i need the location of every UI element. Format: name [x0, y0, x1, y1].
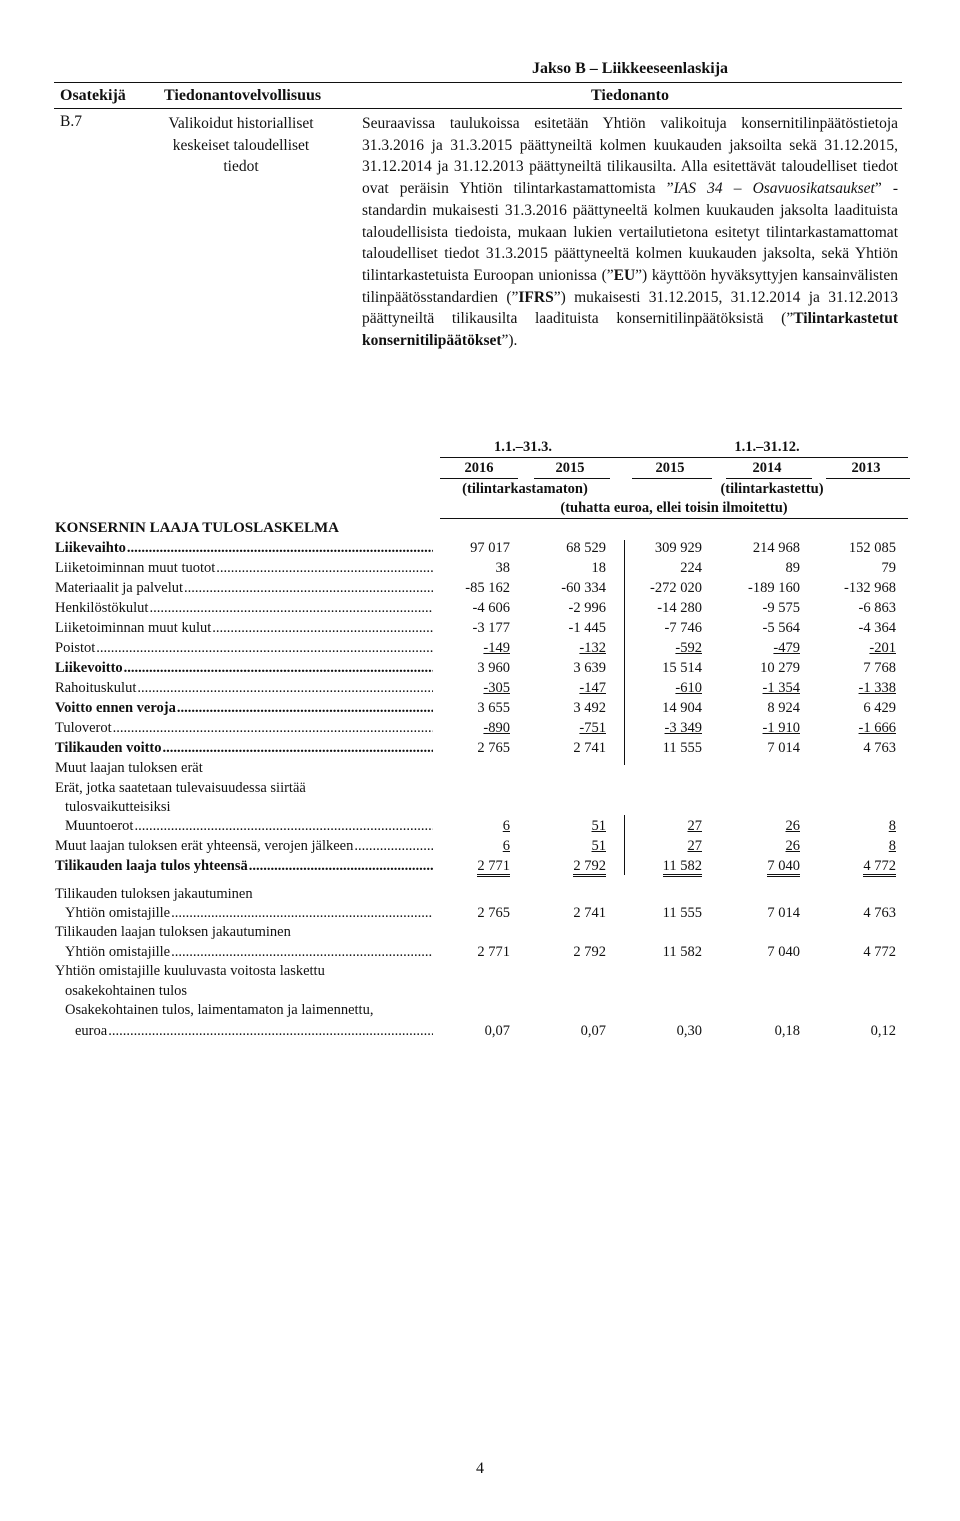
table-row — [0, 1021, 960, 1041]
value-cell: 51 — [591, 818, 606, 834]
value-cell: 3 960 — [477, 660, 510, 676]
value-cell: -3 349 — [664, 720, 702, 736]
paragraph-part: ”). — [501, 332, 518, 350]
value-cell: -751 — [579, 720, 606, 736]
row-label: Voitto ennen veroja ..... — [55, 698, 433, 718]
value-cell: 0,18 — [774, 1023, 800, 1039]
value-cell: -1 666 — [858, 720, 896, 736]
paragraph-part: ”) käyttöön hyväksyttyjen kansainvälisten tilinpäätösstandardien (” — [362, 266, 898, 306]
row-label: Osakekohtainen tulos, laimentamaton ja laimennettu, — [65, 1002, 374, 1018]
year-rule — [726, 478, 812, 479]
table-row — [0, 558, 960, 578]
value-cell: -4 606 — [472, 600, 510, 616]
value-cell: 97 017 — [470, 540, 510, 556]
value-cell: 6 — [502, 818, 510, 834]
year-header: 2015 — [555, 460, 585, 476]
obligation-line: tiedot — [223, 158, 259, 176]
year-rule — [826, 478, 910, 479]
row-label: Muut laajan tuloksen erät — [55, 760, 203, 776]
value-cell: -189 160 — [748, 580, 800, 596]
row-label: osakekohtainen tulos — [65, 983, 188, 999]
period-header-q1: 1.1.–31.3. — [494, 439, 552, 455]
table-row — [0, 578, 960, 598]
value-cell: -272 020 — [650, 580, 702, 596]
value-cell: 7 768 — [863, 660, 896, 676]
value-cell: -6 863 — [858, 600, 896, 616]
header-bottom-rule — [54, 108, 902, 109]
value-cell: 6 429 — [863, 700, 896, 716]
obligation-line: Valikoidut historialliset — [168, 115, 314, 132]
value-cell: -60 334 — [561, 580, 606, 596]
value-cell: -85 162 — [465, 580, 510, 596]
value-cell: 8 — [888, 838, 896, 854]
table-row — [0, 618, 960, 638]
obligation-line: keskeiset taloudelliset — [172, 136, 310, 154]
audited-statements-term: Tilintarkastetut konsernitilipäätökset — [362, 310, 898, 350]
statement-title: KONSERNIN LAAJA TULOSLASKELMA — [55, 520, 339, 536]
value-cell: 26 — [785, 838, 800, 854]
value-cell: -890 — [483, 720, 510, 736]
value-cell: 26 — [785, 818, 800, 834]
value-cell: -9 575 — [762, 600, 800, 616]
table-row — [0, 1000, 960, 1020]
value-cell: 11 555 — [662, 905, 702, 921]
header-top-rule — [54, 82, 902, 83]
ias-reference: IAS 34 – Osavuosikatsaukset — [673, 180, 875, 198]
value-cell: -149 — [483, 640, 510, 656]
value-cell: 2 771 — [477, 944, 510, 960]
value-cell: 3 492 — [573, 700, 606, 716]
value-cell: -1 338 — [858, 680, 896, 696]
value-cell: 2 792 — [573, 858, 606, 877]
value-cell: 8 — [888, 818, 896, 834]
value-cell: 8 924 — [767, 700, 800, 716]
period-rule — [440, 457, 908, 458]
row-label: Yhtiön omistajille ..... — [65, 942, 433, 962]
value-cell: -147 — [579, 680, 606, 696]
year-header: 2014 — [752, 460, 782, 476]
row-label: Erät, jotka saatetaan tulevaisuudessa siirtää — [55, 780, 306, 796]
row-label: Poistot ..... — [55, 638, 433, 658]
table-row — [0, 758, 960, 778]
row-label: Muut laajan tuloksen erät yhteensä, verojen jälkeen ..... — [55, 836, 433, 856]
row-label: Tilikauden laaja tulos yhteensä ..... — [55, 856, 433, 876]
table-row — [0, 738, 960, 758]
table-row — [0, 718, 960, 738]
item-number: B.7 — [60, 113, 82, 130]
table-row — [0, 698, 960, 718]
table-row — [0, 836, 960, 856]
value-cell: 0,07 — [580, 1023, 606, 1039]
value-cell: -2 996 — [568, 600, 606, 616]
period-header-fy: 1.1.–31.12. — [734, 439, 800, 455]
value-cell: -132 968 — [844, 580, 896, 596]
table-row — [0, 598, 960, 618]
row-label: Liikevaihto ..... — [55, 538, 433, 558]
year-header: 2013 — [851, 460, 881, 476]
value-cell: 152 085 — [848, 540, 896, 556]
table-row — [0, 942, 960, 962]
section-title: Jakso B – Liikkeeseenlaskija — [531, 60, 729, 77]
value-cell: 11 555 — [662, 740, 702, 756]
row-label: Tilikauden voitto ..... — [55, 738, 433, 758]
value-cell: -479 — [773, 640, 800, 656]
value-cell: 11 582 — [662, 944, 702, 960]
table-row — [0, 797, 960, 817]
value-cell: 51 — [591, 838, 606, 854]
row-label: Materiaalit ja palvelut ..... — [55, 578, 433, 598]
row-label: Liiketoiminnan muut tuotot ..... — [55, 558, 433, 578]
value-cell: 0,12 — [870, 1023, 896, 1039]
table-row — [0, 678, 960, 698]
ifrs-term: IFRS — [518, 288, 554, 306]
intro-paragraph — [362, 113, 898, 352]
value-cell: 4 772 — [863, 944, 896, 960]
value-cell: 2 741 — [573, 905, 606, 921]
unaudited-label: (tilintarkastamaton) — [462, 481, 588, 497]
value-cell: 309 929 — [654, 540, 702, 556]
value-cell: 4 763 — [863, 740, 896, 756]
year-rule — [534, 478, 610, 479]
units-rule — [440, 518, 908, 519]
row-label: Yhtiön omistajille kuuluvasta voitosta laskettu — [55, 963, 325, 979]
value-cell: 2 741 — [573, 740, 606, 756]
table-row — [0, 538, 960, 558]
year-rule — [440, 478, 518, 479]
col-header-tiedonantovelvollisuus: Tiedonantovelvollisuus — [164, 87, 322, 104]
value-cell: -4 364 — [858, 620, 896, 636]
col-header-tiedonanto: Tiedonanto — [591, 87, 669, 104]
table-row — [0, 658, 960, 678]
year-header: 2015 — [655, 460, 685, 476]
value-cell: -1 445 — [568, 620, 606, 636]
value-cell: 2 771 — [477, 858, 510, 877]
value-cell: 27 — [687, 818, 702, 834]
row-label: Tilikauden laajan tuloksen jakautuminen — [55, 924, 291, 940]
value-cell: 38 — [495, 560, 510, 576]
value-cell: 3 655 — [477, 700, 510, 716]
paragraph-part: ”) mukaisesti 31.12.2015, 31.12.2014 ja 31.12.2013 päättyneiltä tilikausilta laadituista konsernitilinpäätöksistä (” — [362, 288, 898, 328]
eu-term: EU — [613, 266, 636, 284]
value-cell: -305 — [483, 680, 510, 696]
paragraph-part: Seuraavissa taulukoissa esitetään Yhtiön valikoituja konsernitilinpäätöstietoja 31.3.2016 ja 31.3.2015 päättyneiltä kolmen kuukauden jaksoilta sekä 31.12.2015, 31.12.2014 ja 31.12.2013 päättyneiltä tilikausilta. Alla esitettävät taloudelliset tiedot ovat peräisin Yhtiön tilintarkastamattomista ” — [362, 115, 898, 198]
value-cell: -3 177 — [472, 620, 510, 636]
row-label: Liikevoitto ..... — [55, 658, 433, 678]
table-row — [0, 778, 960, 798]
value-cell: 4 772 — [863, 858, 896, 877]
units-label: (tuhatta euroa, ellei toisin ilmoitettu) — [560, 500, 788, 516]
value-cell: 4 763 — [863, 905, 896, 921]
value-cell: 0,07 — [484, 1023, 510, 1039]
value-cell: -5 564 — [762, 620, 800, 636]
row-label: Tilikauden tuloksen jakautuminen — [55, 886, 253, 902]
table-row — [0, 856, 960, 876]
table-row — [0, 884, 960, 904]
table-row — [0, 961, 960, 981]
value-cell: 0,30 — [676, 1023, 702, 1039]
value-cell: -592 — [675, 640, 702, 656]
row-label: Muuntoerot ..... — [65, 816, 433, 836]
row-label: Yhtiön omistajille ..... — [65, 903, 433, 923]
value-cell: 68 529 — [566, 540, 606, 556]
value-cell: 224 — [680, 560, 702, 576]
value-cell: 7 040 — [767, 944, 800, 960]
value-cell: -1 910 — [762, 720, 800, 736]
value-cell: 89 — [785, 560, 800, 576]
audited-label: (tilintarkastettu) — [720, 481, 824, 497]
value-cell: 7 014 — [767, 905, 800, 921]
value-cell: 11 582 — [663, 858, 702, 877]
value-cell: 6 — [502, 838, 510, 854]
value-cell: 2 765 — [477, 740, 510, 756]
table-row — [0, 903, 960, 923]
value-cell: 10 279 — [760, 660, 800, 676]
row-label: Liiketoiminnan muut kulut ..... — [55, 618, 433, 638]
value-cell: 214 968 — [752, 540, 800, 556]
table-row — [0, 816, 960, 836]
year-header: 2016 — [464, 460, 494, 476]
value-cell: -610 — [675, 680, 702, 696]
value-cell: -132 — [579, 640, 606, 656]
year-rule — [632, 478, 712, 479]
value-cell: 3 639 — [573, 660, 606, 676]
obligation-text — [146, 113, 336, 178]
table-row — [0, 638, 960, 658]
value-cell: 18 — [591, 560, 606, 576]
row-label: Rahoituskulut ..... — [55, 678, 433, 698]
table-row — [0, 981, 960, 1001]
row-label: euroa ..... — [75, 1021, 433, 1041]
table-row — [0, 922, 960, 942]
value-cell: -201 — [869, 640, 896, 656]
value-cell: 27 — [687, 838, 702, 854]
value-cell: 2 765 — [477, 905, 510, 921]
row-label: tulosvaikutteisiksi — [65, 799, 171, 815]
value-cell: 79 — [881, 560, 896, 576]
value-cell: -14 280 — [657, 600, 702, 616]
row-label: Tuloverot ..... — [55, 718, 433, 738]
value-cell: -1 354 — [762, 680, 800, 696]
paragraph-part: ” -standardin mukaisesti 31.3.2016 päättyneeltä kolmen kuukauden jaksolta laadituista taloudellisista tiedoista, mukaan lukien vertailutietona esitetyt tilintarkastamattomat taloudelliset tiedot 31.3.2015 päättyneeltä kolmen kuukauden jaksolta, sekä Yhtiön tilintarkastetuista Euroopan unionissa (” — [362, 180, 898, 284]
row-label: Henkilöstökulut ..... — [55, 598, 433, 618]
value-cell: 15 514 — [662, 660, 702, 676]
value-cell: 2 792 — [573, 944, 606, 960]
page-number: 4 — [476, 1460, 484, 1477]
value-cell: 7 014 — [767, 740, 800, 756]
value-cell: 14 904 — [662, 700, 702, 716]
value-cell: -7 746 — [664, 620, 702, 636]
value-cell: 7 040 — [767, 858, 800, 877]
col-header-osatekija: Osatekijä — [60, 87, 126, 104]
